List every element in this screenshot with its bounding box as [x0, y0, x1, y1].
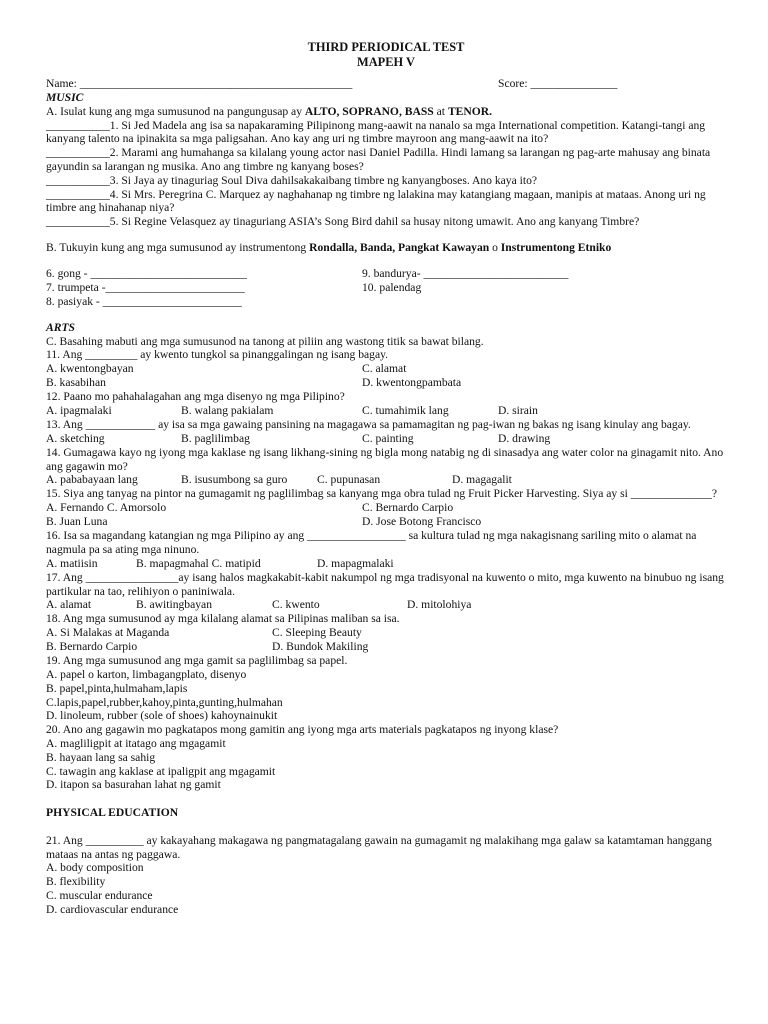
instrument-item: 8. pasiyak - ________________________: [46, 294, 242, 308]
option: A. papel o karton, limbagangplato, disenyo: [46, 667, 247, 681]
instrument-item: 10. palendag: [362, 280, 422, 294]
option: A. kwentongbayan: [46, 362, 134, 376]
option: B. awitingbayan: [136, 598, 212, 612]
q18-options-row1: [46, 626, 726, 640]
option: C.lapis,papel,rubber,kahoy,pinta,gunting,hulmahan: [46, 695, 283, 709]
instrument-item: 7. trumpeta -________________________: [46, 280, 245, 294]
instrument-item: 6. gong - ___________________________: [46, 266, 247, 280]
question-20: 20. Ano ang gagawin mo pagkatapos mong gamitin ang iyong mga arts materials pagkatapos ng inyong klase?: [46, 723, 559, 737]
option: B. papel,pinta,hulmaham,lapis: [46, 681, 188, 695]
option: A. Fernando C. Amorsolo: [46, 501, 167, 515]
pe-heading: PHYSICAL EDUCATION: [46, 806, 179, 820]
option: B. Bernardo Carpio: [46, 640, 138, 654]
question-18: 18. Ang mga sumusunod ay mga kilalang alamat sa Pilipinas maliban sa isa.: [46, 612, 400, 626]
q18-options-row2: [46, 640, 726, 654]
music-item-5: ___________5. Si Regine Velasquez ay tinaguriang ASIA’s Song Bird dahil sa husay nitong umawit. Ano ang kanyang Timbre?: [46, 215, 640, 229]
instrument-row-1: [46, 267, 726, 281]
arts-instruction: C. Basahing mabuti ang mga sumusunod na tanong at piliin ang wastong titik sa bawat bilang.: [46, 334, 484, 348]
option: D. mapagmalaki: [317, 556, 394, 570]
option: C. tawagin ang kaklase at ipaligpit ang mgagamit: [46, 764, 276, 778]
question-19: 19. Ang mga sumusunod ang mga gamit sa paglilimbag sa papel.: [46, 654, 348, 668]
option: D. Bundok Makiling: [272, 640, 369, 654]
question-17: 17. Ang ________________ay isang halos magkakabit-kabit nakumpol ng mga tradisyonal na kuwento o mito, mga kuwento na binubuo ng isang partikular na tao, relihiyon o paniniwala.: [46, 570, 724, 598]
option: A. matiisin: [46, 556, 98, 570]
option: B. flexibility: [46, 875, 106, 889]
name-field[interactable]: Name: _______________________________________________: [46, 77, 353, 90]
q14-options: [46, 473, 726, 487]
question-15: 15. Siya ang tanyag na pintor na gumagamit ng paglilimbag sa kanyang mga obra tulad ng Fruit Picker Harvesting. Siya ay si ______________?: [46, 487, 718, 501]
q11-options-row2: [46, 376, 726, 390]
option: A. body composition: [46, 861, 144, 875]
music-instruction-b: B. Tukuyin kung ang mga sumusunod ay instrumentong Rondalla, Banda, Pangkat Kawayan o Instrumentong Etniko: [46, 240, 612, 254]
exam-page: [46, 40, 726, 917]
option: B. hayaan lang sa sahig: [46, 750, 156, 764]
music-instruction-a: A. Isulat kung ang mga sumusunod na pangungusap ay ALTO, SOPRANO, BASS at TENOR.: [46, 104, 493, 118]
q17-options: [46, 598, 726, 612]
music-heading: MUSIC: [46, 91, 84, 104]
option: C. Bernardo Carpio: [362, 501, 454, 515]
option: C. alamat: [362, 362, 407, 376]
instrument-row-2: [46, 281, 726, 295]
option: D. sirain: [498, 403, 538, 417]
question-12: 12. Paano mo pahahalagahan ang mga disenyo ng mga Pilipino?: [46, 390, 345, 404]
name-score-line: [46, 77, 726, 91]
option: B. paglilimbag: [181, 431, 250, 445]
option: A. ipagmalaki: [46, 403, 112, 417]
option: A. magliligpit at itatago ang mgagamit: [46, 736, 226, 750]
option: D. cardiovascular endurance: [46, 902, 179, 916]
q15-options-row2: [46, 515, 726, 529]
instrument-item: 9. bandurya- _________________________: [362, 266, 569, 280]
option: C. pupunasan: [317, 473, 381, 487]
option: C. kwento: [272, 598, 320, 612]
option: C. muscular endurance: [46, 889, 153, 903]
music-item-3: ___________3. Si Jaya ay tinaguriag Soul Diva dahilsakakaibang timbre ng kanyangboses. Ano kaya ito?: [46, 173, 538, 187]
q12-options: [46, 404, 726, 418]
score-field[interactable]: Score: _______________: [498, 77, 618, 90]
option: C. tumahimik lang: [362, 403, 449, 417]
question-21: 21. Ang __________ ay kakayahang makagawa ng pangmatagalang gawain na gumagamit ng malakihang mga galaw sa katamtaman hanggang mataas na antas ng paggawa.: [46, 833, 712, 861]
music-item-4: ___________4. Si Mrs. Peregrina C. Marquez ay naghahanap ng timbre ng lalakina may katangiang magaan, manipis at mataas. Anong uri ng timbre ang hinahanap niya?: [46, 187, 706, 215]
option: C. Sleeping Beauty: [272, 626, 362, 640]
option: A. pababayaan lang: [46, 473, 138, 487]
music-item-2: ___________2. Marami ang humahanga sa kilalang young actor nasi Daniel Padilla. Hindi lamang sa larangan ng pag-arte mahusay ang binata gayundin sa larangan ng musika. Ano ang timbre ng kanyang boses?: [46, 146, 711, 173]
option: D. itapon sa basurahan lahat ng gamit: [46, 778, 221, 792]
option: C. painting: [362, 431, 414, 445]
option: D. mitolohiya: [407, 598, 472, 612]
option: B. Juan Luna: [46, 515, 108, 529]
option: D. magagalit: [452, 473, 512, 487]
exam-title: THIRD PERIODICAL TEST: [307, 40, 465, 54]
option: D. Jose Botong Francisco: [362, 515, 482, 529]
exam-subject: MAPEH V: [357, 55, 415, 69]
question-13: 13. Ang ____________ ay isa sa mga gawaing pansining na magagawa sa pamamagitan ng pag-iwan ng bakas ng isang kinulay ang bagay.: [46, 417, 691, 431]
music-item-1: ___________1. Si Jed Madela ang isa sa napakaraming Pilipinong mang-aawit na nanalo sa mga International competition. Katangi-tangi ang kanyang talento na ipinakita sa mga paligsahan. Ano kay ang uri ng timbre mayroon ang mang-aawit na ito?: [46, 118, 706, 146]
option: D. drawing: [498, 431, 551, 445]
option: B. kasabihan: [46, 376, 106, 390]
option: B. isusumbong sa guro: [181, 473, 288, 487]
option: B. mapagmahal C. matipid: [136, 556, 261, 570]
option: A. alamat: [46, 598, 92, 612]
option: D. kwentongpambata: [362, 376, 462, 390]
option: B. walang pakialam: [181, 403, 274, 417]
option: A. sketching: [46, 431, 105, 445]
q15-options-row1: [46, 501, 726, 515]
instrument-row-3: [46, 295, 726, 309]
option: D. linoleum, rubber (sole of shoes) kahoynainukit: [46, 709, 278, 723]
question-11: 11. Ang _________ ay kwento tungkol sa pinanggalingan ng isang bagay.: [46, 348, 389, 362]
question-16: 16. Isa sa magandang katangian ng mga Pilipino ay ang _________________ sa kultura tulad ng mga nakagisnang sariling mito o alamat na nagmula pa sa ating mga ninuno.: [46, 529, 697, 556]
q13-options: [46, 432, 726, 446]
option: A. Si Malakas at Maganda: [46, 626, 170, 640]
question-14: 14. Gumagawa kayo ng iyong mga kaklase ng isang likhang-sining ng bigla mong natabig ng di sinasadya ang water color na ginagamit nito. Ano ang gagawin mo?: [46, 445, 724, 473]
q16-options: [46, 557, 726, 571]
arts-heading: ARTS: [46, 320, 75, 334]
q11-options-row1: [46, 362, 726, 376]
